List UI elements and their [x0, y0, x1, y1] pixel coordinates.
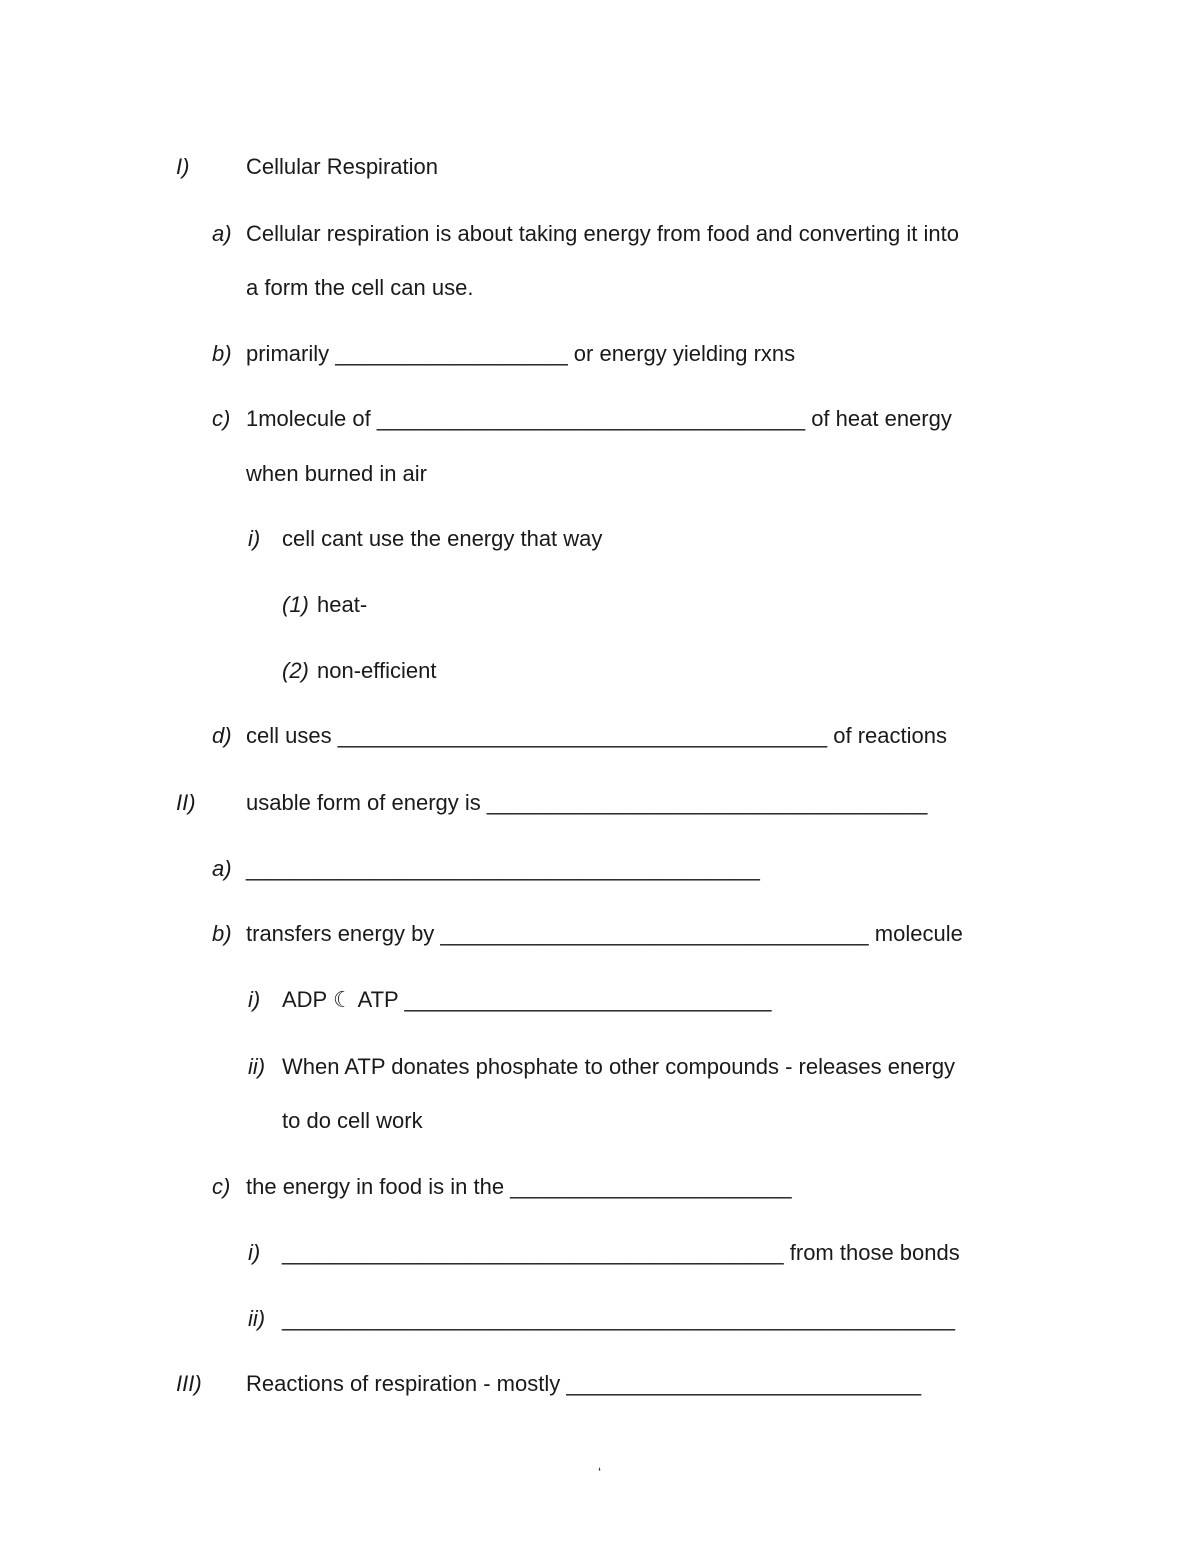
- item-marker: c): [212, 406, 231, 431]
- item-text: __________________________________________: [246, 856, 760, 881]
- item-marker: a): [212, 221, 232, 246]
- item-text: cell uses ________________________________________ of reactions: [246, 723, 947, 748]
- item-text: to do cell work: [282, 1108, 423, 1133]
- item-text: heat-: [317, 592, 368, 617]
- item-marker: (1): [282, 592, 309, 617]
- heading-text: usable form of energy is ____________________________________: [246, 790, 928, 815]
- item-marker: ii): [248, 1054, 266, 1079]
- item-text: 1molecule of ___________________________________ of heat energy: [246, 406, 952, 431]
- item-marker: b): [212, 341, 232, 366]
- item-marker: ii): [248, 1306, 266, 1331]
- item-marker: d): [212, 723, 232, 748]
- roman-marker-3: III): [176, 1371, 202, 1396]
- item-text: When ATP donates phosphate to other compounds - releases energy: [282, 1054, 956, 1079]
- item-marker: i): [248, 526, 261, 551]
- item-text: Cellular respiration is about taking energy from food and converting it into: [246, 221, 959, 246]
- item-text: _________________________________________ from those bonds: [282, 1240, 960, 1265]
- item-text: the energy in food is in the _______________________: [246, 1174, 792, 1199]
- page-mark: ‘: [598, 1464, 602, 1480]
- roman-marker-1: I): [176, 154, 190, 179]
- item-text: ADP ☾ ATP ______________________________: [282, 987, 772, 1012]
- item-marker: b): [212, 921, 232, 946]
- item-text: transfers energy by ___________________________________ molecule: [246, 921, 963, 946]
- item-marker: i): [248, 1240, 261, 1265]
- item-text: when burned in air: [246, 461, 428, 486]
- item-text: non-efficient: [317, 658, 437, 683]
- item-marker: c): [212, 1174, 231, 1199]
- item-text: _______________________________________________________: [282, 1306, 955, 1331]
- item-text: cell cant use the energy that way: [282, 526, 603, 551]
- item-marker: a): [212, 856, 232, 881]
- heading-text: Cellular Respiration: [246, 154, 438, 179]
- item-marker: i): [248, 987, 261, 1012]
- item-text: a form the cell can use.: [246, 275, 474, 300]
- item-text: primarily ___________________ or energy yielding rxns: [246, 341, 796, 366]
- item-marker: (2): [282, 658, 309, 683]
- roman-marker-2: II): [176, 790, 196, 815]
- heading-text: Reactions of respiration - mostly _____________________________: [246, 1371, 922, 1396]
